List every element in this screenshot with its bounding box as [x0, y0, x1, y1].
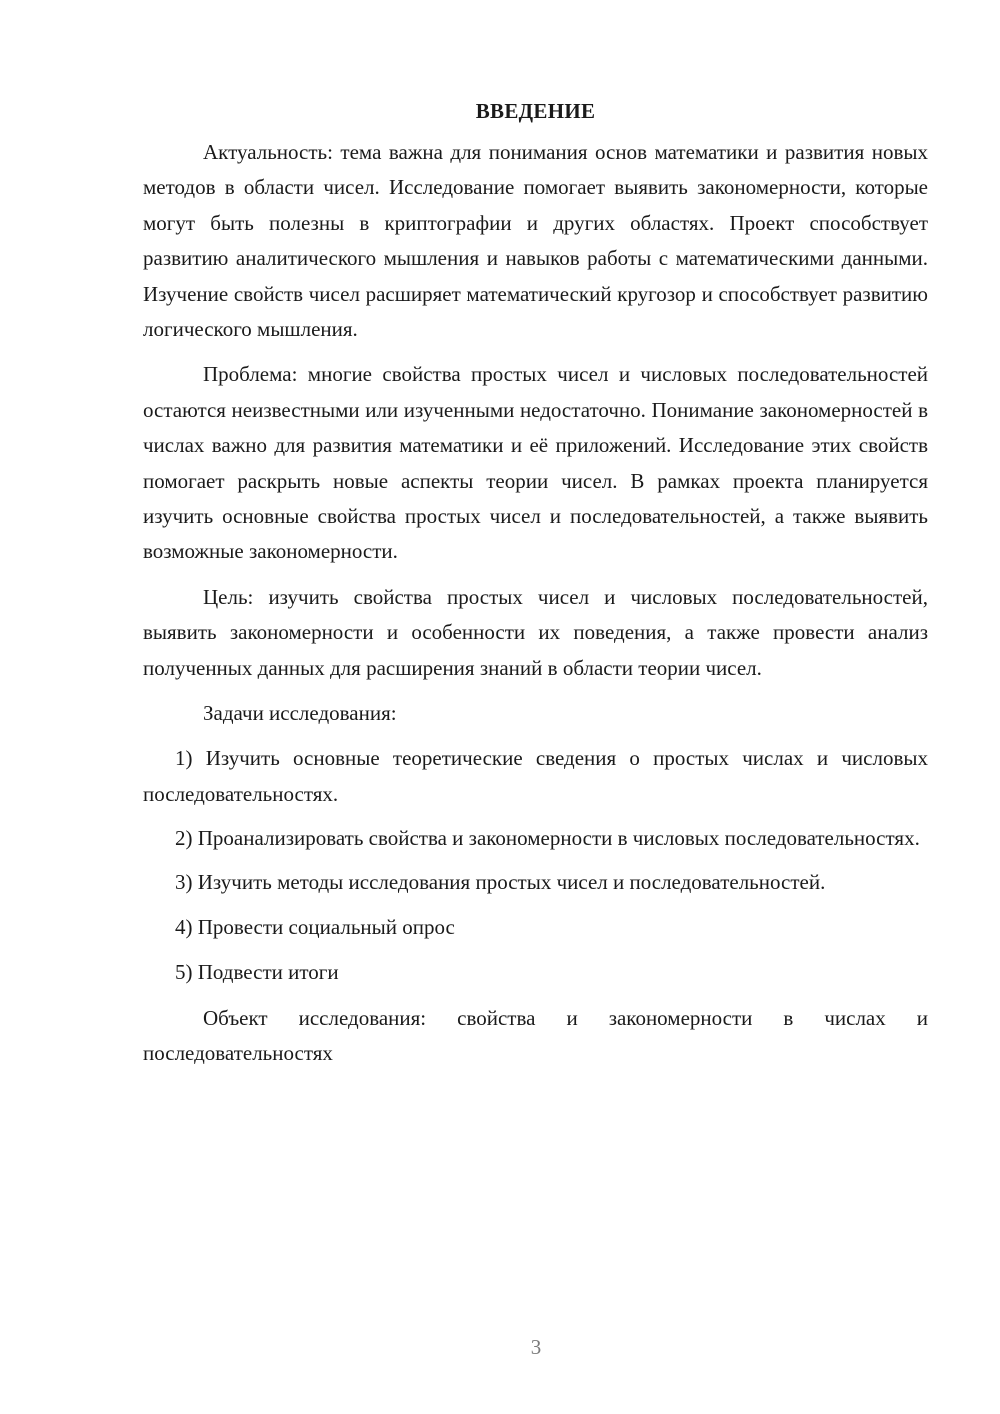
task-item: 3) Изучить методы исследования простых чисел и последовательностей. [175, 870, 826, 895]
task-item: 4) Провести социальный опрос [175, 914, 455, 939]
page-number: 3 [530, 1335, 542, 1359]
task-item: 1) Изучить основные теоретические сведения о простых числах и числовых последовательностях. [143, 746, 928, 806]
object-paragraph: Объект исследования: свойства и закономерности в числах и последовательностях [143, 1005, 928, 1065]
section-title: ВВЕДЕНИЕ [475, 99, 596, 123]
tasks-label: Задачи исследования: [203, 701, 397, 726]
task-item: 5) Подвести итоги [175, 960, 339, 985]
goal-paragraph: Цель: изучить свойства простых чисел и числовых последовательностей, выявить закономерности и особенности их поведения, а также провести анализ полученных данных для расширения знаний в области теории чисел. [143, 584, 928, 680]
relevance-paragraph: Актуальность: тема важна для понимания основ математики и развития новых методов в области чисел. Исследование помогает выявить закономерности, которые могут быть полезны в криптографии и других областях. Проект способствует развитию аналитического мышления и навыков работы с математическими данными. Изучение свойств чисел расширяет математический кругозор и способствует развитию логического мышления. [143, 140, 928, 342]
problem-paragraph: Проблема: многие свойства простых чисел и числовых последовательностей остаются неизвестными или изученными недостаточно. Понимание закономерностей в числах важно для развития математики и её приложений. Исследование этих свойств помогает раскрыть новые аспекты теории чисел. В рамках проекта планируется изучить основные свойства простых чисел и последовательностей, а также выявить возможные закономерности. [143, 362, 928, 564]
task-item: 2) Проанализировать свойства и закономерности в числовых последовательностях. [175, 825, 920, 850]
document-page [143, 94, 928, 1081]
